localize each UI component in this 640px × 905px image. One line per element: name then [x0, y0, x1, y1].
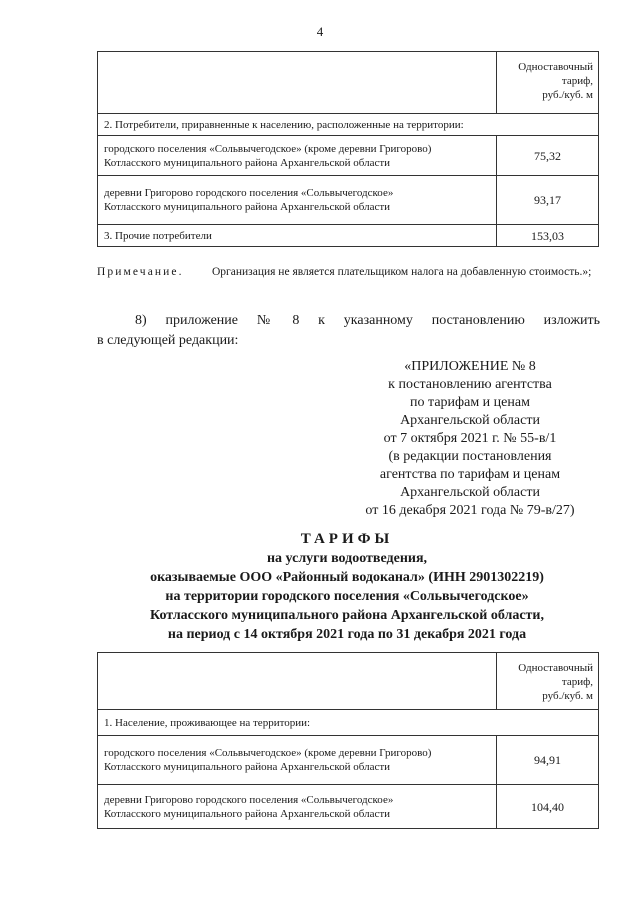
- table-header-row: [98, 52, 599, 114]
- other-consumers-label: 3. Прочие потребители: [98, 225, 497, 247]
- appendix-line: «ПРИЛОЖЕНИЕ № 8: [404, 359, 536, 374]
- territory-line: деревни Григорово городского поселения «Сольвычегодское»: [104, 187, 394, 199]
- header-line: тариф,: [561, 676, 593, 688]
- territory-line: городского поселения «Сольвычегодское» (кроме деревни Григорово): [104, 747, 432, 759]
- appendix-line: от 7 октября 2021 г. № 55-в/1: [383, 431, 557, 446]
- territory-line: городского поселения «Сольвычегодское» (кроме деревни Григорово): [104, 142, 432, 155]
- appendix-line: Архангельской области: [400, 485, 540, 500]
- document-title: [97, 530, 597, 644]
- appendix-line: агентства по тарифам и ценам: [379, 467, 561, 482]
- tariff-value: 93,17: [497, 176, 599, 225]
- tariff-value: 75,32: [497, 136, 599, 176]
- appendix-header: [340, 358, 600, 520]
- territory-line: Котласского муниципального района Архангельской области: [104, 156, 391, 169]
- title-line: на период с 14 октября 2021 года по 31 декабря 2021 года: [167, 627, 527, 642]
- title-line: Котласского муниципального района Архангельской области,: [150, 608, 544, 623]
- amendment-paragraph: [97, 311, 600, 351]
- note-label: Примечание.: [97, 266, 184, 278]
- section-title: 1. Население, проживающее на территории:: [98, 710, 599, 736]
- page-number: 4: [316, 24, 324, 39]
- table-row: [98, 136, 599, 176]
- header-empty-cell: [98, 52, 497, 114]
- table-section-row: [98, 710, 599, 736]
- appendix-line: (в редакции постановления: [388, 449, 552, 464]
- header-empty-cell: [98, 653, 497, 710]
- territory-line: Котласского муниципального района Архангельской области: [104, 807, 391, 820]
- territory-cell: [98, 136, 497, 176]
- header-line: Одноставочный: [518, 662, 593, 674]
- territory-cell: [98, 176, 497, 225]
- header-line: тариф,: [561, 75, 593, 87]
- appendix-line: от 16 декабря 2021 года № 79-в/27): [365, 503, 575, 518]
- title-heading: ТАРИФЫ: [300, 531, 394, 547]
- header-line: Одноставочный: [518, 61, 593, 73]
- territory-cell: [98, 736, 497, 785]
- section-title: 2. Потребители, приравненные к населению, расположенные на территории:: [98, 114, 599, 136]
- table-section-row: [98, 114, 599, 136]
- table-row: [98, 736, 599, 785]
- header-tariff-cell: [497, 52, 599, 114]
- tariff-value: 94,91: [497, 736, 599, 785]
- title-line: на территории городского поселения «Сольвычегодское»: [165, 589, 529, 604]
- table-row: [98, 176, 599, 225]
- table-row: [98, 225, 599, 247]
- header-tariff-cell: [497, 653, 599, 710]
- header-line: руб./куб. м: [542, 690, 593, 702]
- territory-line: Котласского муниципального района Архангельской области: [104, 201, 391, 213]
- note-text: Организация не является плательщиком налога на добавленную стоимость.»;: [212, 266, 592, 278]
- table-row: [98, 785, 599, 829]
- title-line: оказываемые ООО «Районный водоканал» (ИНН 2901302219): [150, 570, 544, 585]
- territory-line: деревни Григорово городского поселения «Сольвычегодское»: [104, 793, 394, 806]
- territory-line: Котласского муниципального района Архангельской области: [104, 761, 391, 773]
- tariff-table-continued: [97, 51, 599, 247]
- paragraph-line: 8) приложение № 8 к указанному постановлению изложить: [135, 313, 600, 328]
- title-line: на услуги водоотведения,: [266, 551, 428, 566]
- appendix-line: Архангельской области: [400, 413, 540, 428]
- paragraph-line: в следующей редакции:: [97, 333, 239, 348]
- appendix-line: по тарифам и ценам: [410, 395, 530, 410]
- appendix-line: к постановлению агентства: [388, 377, 552, 392]
- header-line: руб./куб. м: [542, 89, 593, 101]
- territory-cell: [98, 785, 497, 829]
- tariff-value: 104,40: [497, 785, 599, 829]
- tariff-table: [97, 652, 599, 829]
- table-header-row: [98, 653, 599, 710]
- tariff-value: 153,03: [497, 225, 599, 247]
